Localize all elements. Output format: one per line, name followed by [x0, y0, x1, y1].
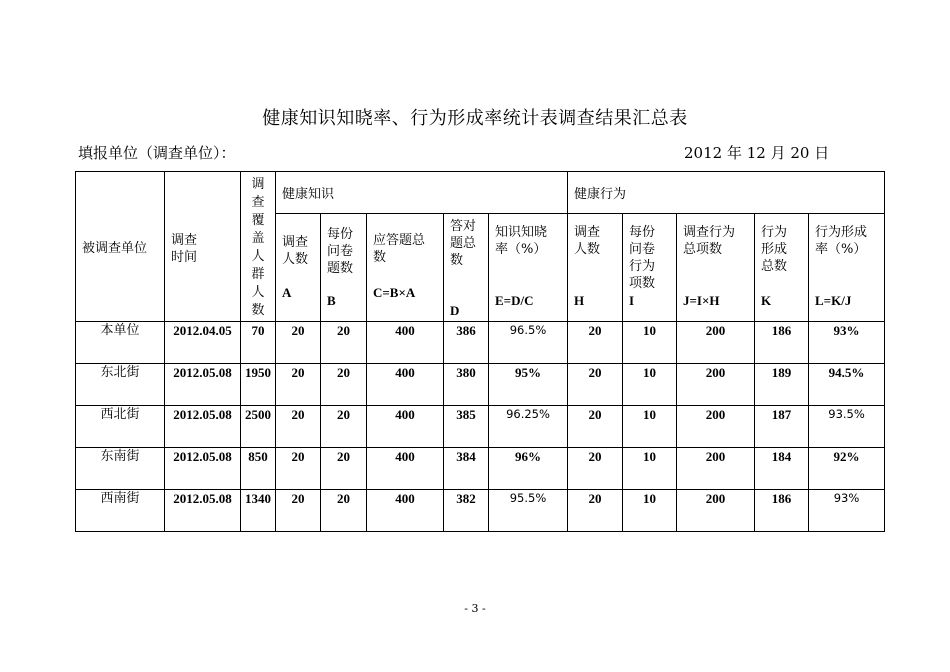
header-survey-time: 调查时间 [165, 172, 241, 322]
cell-a: 20 [276, 448, 321, 490]
cell-time: 2012.05.08 [165, 406, 241, 448]
header-total-questions: 应答题总数 C=B×A [367, 214, 444, 322]
header-health-knowledge: 健康知识 [276, 172, 568, 214]
cell-j: 200 [677, 448, 755, 490]
cell-a: 20 [276, 406, 321, 448]
report-date: 2012 年 12 月 20 日 [684, 144, 830, 162]
cell-i: 10 [623, 322, 677, 364]
cell-i: 10 [623, 490, 677, 532]
cell-coverage: 2500 [241, 406, 276, 448]
cell-coverage: 850 [241, 448, 276, 490]
cell-a: 20 [276, 322, 321, 364]
cell-b: 20 [321, 448, 367, 490]
cell-d: 384 [444, 448, 489, 490]
cell-c: 400 [367, 322, 444, 364]
cell-j: 200 [677, 322, 755, 364]
header-knowledge-rate: 知识知晓率（%） E=D/C [489, 214, 568, 322]
header-total-behavior-items: 调查行为总项数 J=I×H [677, 214, 755, 322]
cell-unit: 西北街 [76, 406, 165, 448]
cell-c: 400 [367, 364, 444, 406]
cell-time: 2012.04.05 [165, 322, 241, 364]
cell-d: 386 [444, 322, 489, 364]
header-knowledge-survey-count: 调查人数 A [276, 214, 321, 322]
cell-l: 93% [809, 322, 885, 364]
cell-j: 200 [677, 490, 755, 532]
table-row [76, 448, 885, 490]
header-behavior-formed-total: 行为形成总数 K [755, 214, 809, 322]
cell-a: 20 [276, 364, 321, 406]
cell-coverage: 1950 [241, 364, 276, 406]
document-title: 健康知识知晓率、行为形成率统计表调查结果汇总表 [262, 108, 688, 129]
cell-d: 382 [444, 490, 489, 532]
survey-summary-table [75, 171, 885, 532]
cell-e: 96.5% [489, 322, 568, 364]
cell-j: 200 [677, 406, 755, 448]
table-row [76, 364, 885, 406]
header-questions-per-questionnaire: 每份问卷题数 B [321, 214, 367, 322]
cell-b: 20 [321, 490, 367, 532]
header-behavior-rate: 行为形成率（%） L=K/J [809, 214, 885, 322]
cell-h: 20 [568, 364, 623, 406]
cell-coverage: 70 [241, 322, 276, 364]
cell-e: 96.25% [489, 406, 568, 448]
cell-c: 400 [367, 490, 444, 532]
cell-l: 93% [809, 490, 885, 532]
cell-coverage: 1340 [241, 490, 276, 532]
cell-b: 20 [321, 364, 367, 406]
table-row [76, 406, 885, 448]
cell-b: 20 [321, 406, 367, 448]
cell-time: 2012.05.08 [165, 490, 241, 532]
cell-e: 95.5% [489, 490, 568, 532]
reporting-unit-label: 填报单位（调查单位）： [78, 144, 236, 162]
cell-k: 187 [755, 406, 809, 448]
cell-k: 184 [755, 448, 809, 490]
header-behavior-items-per-questionnaire: 每份问卷行为项数 I [623, 214, 677, 322]
cell-h: 20 [568, 490, 623, 532]
table-row [76, 490, 885, 532]
cell-k: 186 [755, 322, 809, 364]
cell-b: 20 [321, 322, 367, 364]
cell-c: 400 [367, 448, 444, 490]
cell-unit: 东南街 [76, 448, 165, 490]
header-surveyed-unit: 被调查单位 [76, 172, 165, 322]
cell-time: 2012.05.08 [165, 364, 241, 406]
cell-l: 93.5% [809, 406, 885, 448]
cell-h: 20 [568, 406, 623, 448]
header-behavior-survey-count: 调查人数 H [568, 214, 623, 322]
cell-unit: 西南街 [76, 490, 165, 532]
cell-i: 10 [623, 448, 677, 490]
cell-a: 20 [276, 490, 321, 532]
cell-e: 96% [489, 448, 568, 490]
cell-l: 92% [809, 448, 885, 490]
table-row [76, 322, 885, 364]
cell-k: 186 [755, 490, 809, 532]
cell-d: 385 [444, 406, 489, 448]
cell-d: 380 [444, 364, 489, 406]
cell-c: 400 [367, 406, 444, 448]
cell-i: 10 [623, 406, 677, 448]
cell-i: 10 [623, 364, 677, 406]
cell-e: 95% [489, 364, 568, 406]
cell-k: 189 [755, 364, 809, 406]
header-coverage-population: 调查覆盖人群人数 [241, 172, 276, 322]
cell-j: 200 [677, 364, 755, 406]
cell-time: 2012.05.08 [165, 448, 241, 490]
cell-l: 94.5% [809, 364, 885, 406]
cell-h: 20 [568, 448, 623, 490]
header-health-behavior: 健康行为 [568, 172, 885, 214]
cell-h: 20 [568, 322, 623, 364]
header-correct-answers: 答对题总数 D [444, 214, 489, 322]
cell-unit: 东北街 [76, 364, 165, 406]
page-number: - 3 - [464, 602, 486, 615]
cell-unit: 本单位 [76, 322, 165, 364]
